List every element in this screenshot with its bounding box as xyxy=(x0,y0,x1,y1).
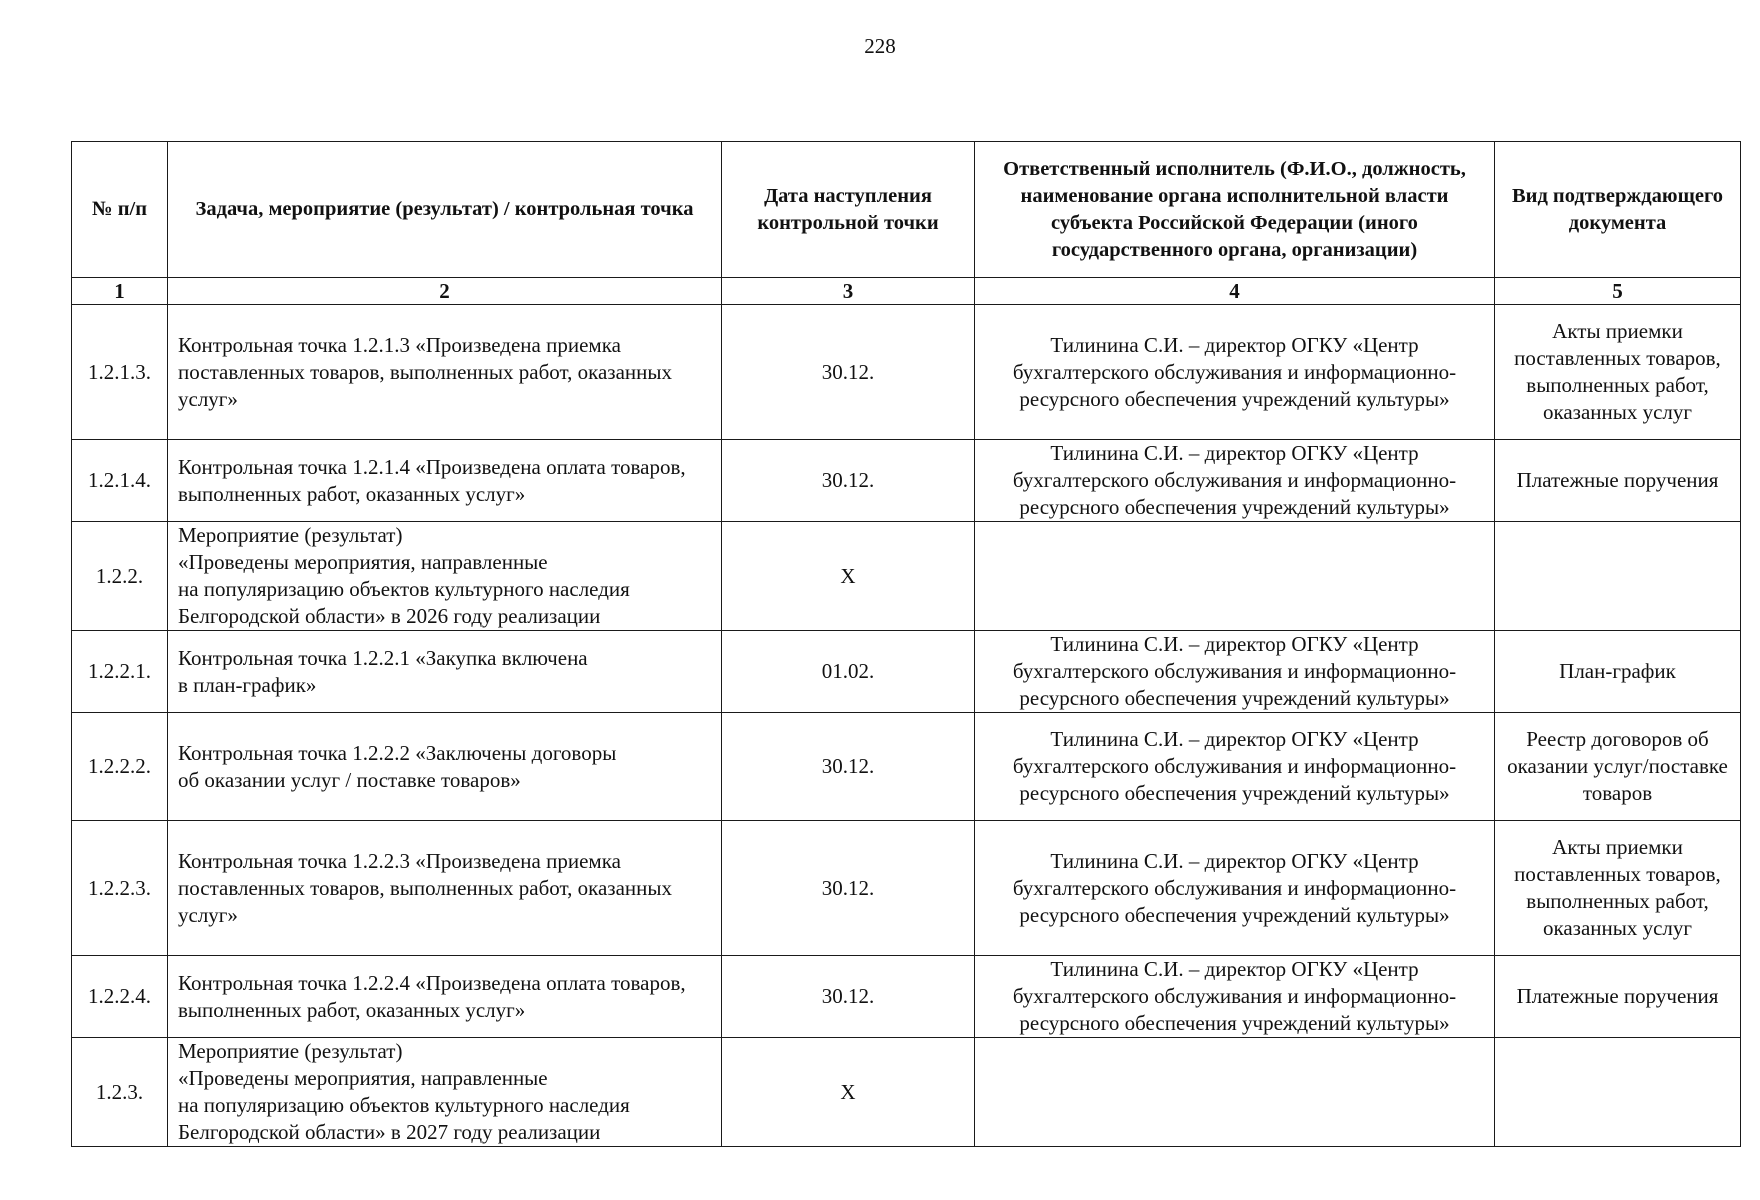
table-row xyxy=(72,1038,1741,1147)
column-number: 3 xyxy=(722,278,975,305)
row-date: Х xyxy=(722,1038,975,1147)
row-number: 1.2.1.4. xyxy=(72,440,168,522)
row-task: Мероприятие (результат) «Проведены мероприятия, направленные на популяризацию объектов культурного наследия Белгородской области» в 2027 году реализации xyxy=(168,1038,722,1147)
row-executor xyxy=(975,1038,1495,1147)
row-number: 1.2.2.4. xyxy=(72,956,168,1038)
row-task: Контрольная точка 1.2.1.4 «Произведена оплата товаров, выполненных работ, оказанных услуг» xyxy=(168,440,722,522)
row-number: 1.2.3. xyxy=(72,1038,168,1147)
row-executor: Тилинина С.И. – директор ОГКУ «Центр бухгалтерского обслуживания и информационно-ресурсного обеспечения учреждений культуры» xyxy=(975,440,1495,522)
row-date: 30.12. xyxy=(722,713,975,821)
row-document: Акты приемки поставленных товаров, выполненных работ, оказанных услуг xyxy=(1495,821,1741,956)
row-document: Акты приемки поставленных товаров, выполненных работ, оказанных услуг xyxy=(1495,305,1741,440)
row-task: Контрольная точка 1.2.2.4 «Произведена оплата товаров, выполненных работ, оказанных услуг» xyxy=(168,956,722,1038)
column-numbers-row xyxy=(72,278,1741,305)
row-task: Контрольная точка 1.2.2.3 «Произведена приемка поставленных товаров, выполненных работ, оказанных услуг» xyxy=(168,821,722,956)
row-document: Платежные поручения xyxy=(1495,956,1741,1038)
row-task: Контрольная точка 1.2.2.1 «Закупка включена в план-график» xyxy=(168,631,722,713)
row-executor: Тилинина С.И. – директор ОГКУ «Центр бухгалтерского обслуживания и информационно-ресурсного обеспечения учреждений культуры» xyxy=(975,821,1495,956)
row-date: Х xyxy=(722,522,975,631)
header-task: Задача, мероприятие (результат) / контрольная точка xyxy=(168,142,722,278)
column-number: 2 xyxy=(168,278,722,305)
row-date: 01.02. xyxy=(722,631,975,713)
row-task: Контрольная точка 1.2.1.3 «Произведена приемка поставленных товаров, выполненных работ, оказанных услуг» xyxy=(168,305,722,440)
header-executor: Ответственный исполнитель (Ф.И.О., должность, наименование органа исполнительной власти субъекта Российской Федерации (иного государственного органа, организации) xyxy=(975,142,1495,278)
row-document: Реестр договоров об оказании услуг/поставке товаров xyxy=(1495,713,1741,821)
control-points-table xyxy=(71,141,1741,1147)
column-number: 1 xyxy=(72,278,168,305)
row-date: 30.12. xyxy=(722,821,975,956)
table-row xyxy=(72,522,1741,631)
row-executor: Тилинина С.И. – директор ОГКУ «Центр бухгалтерского обслуживания и информационно-ресурсного обеспечения учреждений культуры» xyxy=(975,956,1495,1038)
table-row xyxy=(72,631,1741,713)
column-number: 5 xyxy=(1495,278,1741,305)
row-number: 1.2.2.1. xyxy=(72,631,168,713)
table-header-row xyxy=(72,142,1741,278)
row-number: 1.2.2.2. xyxy=(72,713,168,821)
row-document: Платежные поручения xyxy=(1495,440,1741,522)
header-date: Дата наступления контрольной точки xyxy=(722,142,975,278)
table-row xyxy=(72,956,1741,1038)
table-row xyxy=(72,305,1741,440)
table-row xyxy=(72,713,1741,821)
row-document xyxy=(1495,522,1741,631)
column-number: 4 xyxy=(975,278,1495,305)
row-date: 30.12. xyxy=(722,305,975,440)
row-executor xyxy=(975,522,1495,631)
header-document: Вид подтверждающего документа xyxy=(1495,142,1741,278)
page-number: 228 xyxy=(864,34,896,58)
row-executor: Тилинина С.И. – директор ОГКУ «Центр бухгалтерского обслуживания и информационно-ресурсного обеспечения учреждений культуры» xyxy=(975,305,1495,440)
table-row xyxy=(72,440,1741,522)
row-number: 1.2.1.3. xyxy=(72,305,168,440)
row-document: План-график xyxy=(1495,631,1741,713)
row-date: 30.12. xyxy=(722,440,975,522)
table-row xyxy=(72,821,1741,956)
row-task: Контрольная точка 1.2.2.2 «Заключены договоры об оказании услуг / поставке товаров» xyxy=(168,713,722,821)
row-executor: Тилинина С.И. – директор ОГКУ «Центр бухгалтерского обслуживания и информационно-ресурсного обеспечения учреждений культуры» xyxy=(975,631,1495,713)
row-executor: Тилинина С.И. – директор ОГКУ «Центр бухгалтерского обслуживания и информационно-ресурсного обеспечения учреждений культуры» xyxy=(975,713,1495,821)
row-number: 1.2.2. xyxy=(72,522,168,631)
row-date: 30.12. xyxy=(722,956,975,1038)
row-document xyxy=(1495,1038,1741,1147)
row-number: 1.2.2.3. xyxy=(72,821,168,956)
header-number: № п/п xyxy=(72,142,168,278)
row-task: Мероприятие (результат) «Проведены мероприятия, направленные на популяризацию объектов культурного наследия Белгородской области» в 2026 году реализации xyxy=(168,522,722,631)
